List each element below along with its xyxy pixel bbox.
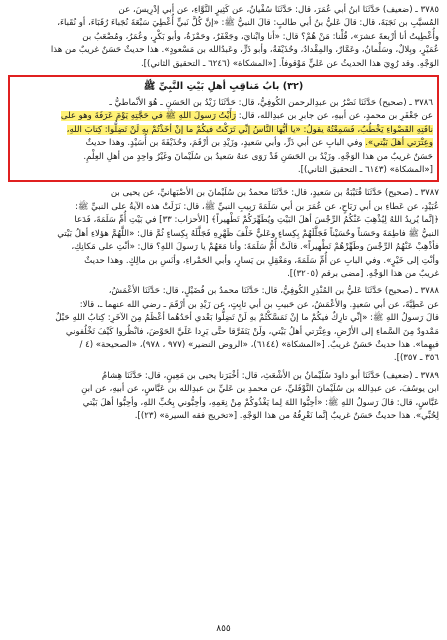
text-line: [«المشكاة» (٦١٤٣ ـ التحقيق الثاني)]. <box>297 165 433 176</box>
hadith-3785 <box>8 4 439 71</box>
text-line: ﴿إنَّما يُريدُ اللهُ لِيُذْهِبَ عَنْكُمُ الرِّجْسَ أهلَ البَيْتِ ويُطَهِّرَكُمْ تَطْهيراً﴾ [الأحزاب: ٣٣] في بَيْتِ أُمِّ سَلَمَةَ، فَدَعا <box>74 215 439 226</box>
text-line: عُمَيْرٍ، وبِلالٌ، وسَلْمانُ، وعَمَّارٌ، والمِقْدادُ، وحُذَيْفَةُ، وأبو ذَرٍّ، وعَبدُالله بن مَسْعودٍ». هذا حديثٌ حَسَنٌ غريبٌ من هذا <box>50 45 439 56</box>
hadith-3789 <box>8 370 439 424</box>
text-line: قالَ رَسولُ اللهِ ﷺ: «إنِّي تارِكٌ فيكُمْ ما إنْ تَمَسَّكْتُمْ بهِ لَنْ تَضِلُّوا بَعْدي أحَدُهُما أعْظَمُ مِنَ الآخَرِ: كِتابُ اللهِ حَبْلٌ <box>55 313 439 324</box>
text-span: وفي البابِ عن أبي ذَرٍّ، وأبي سَعيدٍ، وزَيْدِ بن أرْقَمَ، وحُذَيْفَةَ بن أُسَيْدٍ. وهذا حديثٌ <box>85 138 363 149</box>
page-number: ٨٥٥ <box>216 624 231 634</box>
text-line: الوَجْهِ. وقد رُوِيَ هذا الحديثُ عن عَليٍّ مَوْقوفاً. [«المشكاة» (٦٢٤٦ ـ التحقيق الثاني)]. <box>140 58 439 69</box>
text-line: ٣٥٦ ـ ٣٥٧)]. <box>393 353 439 364</box>
hadith-3786 <box>14 97 433 177</box>
text-span: عن جَعْفَرِ بن محمدٍ، عن أبيهِ، عن جابرِ بن عبدِالله، قال: <box>238 111 433 122</box>
highlighted-text: رَأَيْتُ رَسولَ اللهِ ﷺ في حَجَّتِهِ يَوْمَ عَرَفَةَ وهو على <box>60 111 236 122</box>
text-line: النبيُّ ﷺ فاطِمَةَ وحَسَناً وحُسَيْناً فَجَلَّلَهُمْ بِكِساءٍ وعَليٌّ خَلْفَ ظَهْرِهِ فَجَلَّلَهُ بِكِساءٍ ثُمَّ قال: «اللَّهُمَّ هؤلاءِ أهلُ بَيْتي <box>57 228 439 239</box>
text-line: فيهِما». هذا حديثٌ حَسَنٌ غريبٌ. [«المشكاة» (٦١٤٤)، «الروض النضير» (٩٧٧ ، ٩٧٨)، «الصحيحة» (٤ / <box>79 339 439 350</box>
text-line: ٣٧٨٥ ـ (ضعيف) حَدَّثَنَا ابنُ أبي عُمَرَ، قال: حَدَّثَنَا سُفْيانُ، عن كَثِيرٍ النَّوَّاءِ، عن أبي إدْرِيسَ، عن <box>118 5 439 15</box>
text-line <box>14 137 433 150</box>
text-line: ابن يوسُفَ، عن عبدِالله بن سُلَيْمانَ النَّوْفَليِّ، عن محمدِ بن عَليِّ بن عبدِالله بن عَبَّاسٍ، عن أبيهِ، عن ابنِ <box>81 384 439 395</box>
text-line: فأذْهِبْ عَنْهُمُ الرِّجْسَ وطَهِّرْهُمْ تَطْهيراً». قالَتْ أُمُّ سَلَمَةَ: وأنا مَعَهُمْ يا رَسولَ اللهِ؟ قال: «أنْتِ على مَكانِكِ، <box>71 242 439 253</box>
text-line: عُبَيْدٍ، عن عَطاءِ بن أبي رَبَاحٍ، عن عُمَرَ بن أبي سَلَمَةَ رَبِيبِ النبيِّ ﷺ، قال: نَزَلَتْ هذه الآيةُ على النبيِّ ﷺ: <box>75 201 439 212</box>
text-line: عن عَطِيَّةَ، عن أبي سَعيدٍ. والأعْمَشُ، عن حَبيبِ بن أبي ثابِتٍ، عن زَيْدِ بن أرْقَمَ ـ رضي الله عنهما ـ، قالا: <box>79 299 439 310</box>
text-line <box>14 124 433 137</box>
text-line: وأنْتِ إلى خَيْرٍ». وفي البابِ عن أُمِّ سَلَمَةَ، ومَعْقِلِ بن يَسارٍ، وأبي الحَمْراءِ، وأنَسِ بن مالِكٍ. وهذا حديثٌ <box>84 255 439 266</box>
text-line: عَبَّاسٍ، قال: قالَ رَسولُ اللهِ ﷺ: «أحِبُّوا اللهَ لِما يَغْذُوكُمْ مِنْ نِعَمِهِ، وأحِبُّوني بِحُبِّ اللهِ، وأحِبُّوا أهلَ بَيْتي <box>82 397 439 408</box>
highlighted-text: ناقَتِهِ القَصْواءِ يَخْطُبُ، فَسَمِعْتُهُ يقولُ: «يا أيُّها النَّاسُ إنِّي تَرَكْتُ فيكُمْ ما إنْ أخَذْتُمْ بهِ لَنْ تَضِلُّوا: كِتابَ اللهِ، <box>66 124 433 135</box>
text-line: غريبٌ من هذا الوَجْهِ. [مضى برقم (٣٢٠٥)]. <box>287 268 439 279</box>
chapter-heading: (٣٢) بابُ مَناقِبِ أهلِ بَيْتِ النَّبِيِّ ﷺ <box>143 81 304 93</box>
hadith-3788 <box>8 285 439 365</box>
book-page <box>8 4 439 634</box>
text-line: مَمْدودٌ مِنَ السَّماءِ إلى الأرْضِ، وعِتْرَتي أهلُ بَيْتي، ولَنْ يَتَفَرَّقا حتَّى يَرِدا عَلَيَّ الحَوْضَ، فانْظُروا كَيْفَ تَخْلُفوني <box>65 326 439 337</box>
text-line: وأُعْطِيتُ أنا أرْبعةَ عشرَ»، قُلْنا: مَنْ هُمْ؟ قال: «أنا وابْنايَ، وجَعْفَرٌ، وحَمْزَةُ، وأبو بَكْرٍ، وعُمَرُ، ومُصْعَبُ بن <box>82 31 439 42</box>
hadith-3787 <box>8 187 439 281</box>
text-line: ٣٧٨٩ ـ (ضعيف) حَدَّثَنَا أبو داودَ سُلَيْمانُ بن الأشْعَثِ، قال: أخْبَرَنا يحيى بن مَعِينٍ، قال: حَدَّثَنَا هِشامُ <box>101 370 439 381</box>
highlighted-box <box>8 75 439 182</box>
text-line: لِحُبِّي». هذا حديثٌ حَسَنٌ غريبٌ إنَّما نَعْرِفُهُ من هذا الوَجْهِ. [«تخريج فقه السيرة» (٢٣)]. <box>134 410 439 421</box>
highlighted-text: وعِتْرَتي أهلَ بَيْتي». <box>365 138 433 149</box>
text-line <box>14 110 433 123</box>
text-line: المُسيَّبِ بن نَجَبَةَ، قال: قالَ عَليُّ بنُ أبي طالبٍ: قالَ النبيُّ ﷺ: «إنَّ كُلَّ نَبيٍّ أُعْطِيَ سَبْعَةَ نُجَباءَ رُقَبَاءَ، أو نُقَباءَ، <box>57 18 439 29</box>
text-line: ٣٧٨٨ ـ (صحيح) حَدَّثَنَا عَليُّ بن المُنْذِرِ الكُوفِيُّ، قال: حَدَّثَنَا محمدُ بن فُضَيْلٍ، قال: حَدَّثَنَا الأعْمَشُ، <box>108 286 439 297</box>
text-line: ٣٧٨٧ ـ (صحيح) حَدَّثَنَا قُتَيْبَةُ بن سَعيدٍ، قال: حَدَّثَنَا محمدُ بن سُلَيْمانَ بن الأصْبَهانيِّ، عن يحيى بن <box>110 188 439 199</box>
text-line: ٣٧٨٦ ـ (صحيح) حَدَّثَنَا نَصْرُ بن عبدِالرحمن الكُوفِيُّ، قال: حَدَّثَنَا زَيْدُ بن الحَسَنِ ـ هُوَ الأنْماطيُّ ـ <box>109 98 433 109</box>
text-line: حَسَنٌ غريبٌ من هذا الوَجْهِ. وزَيْدُ بن الحَسَنِ قَدْ رَوَى عنهُ سَعيدُ بن سُلَيْمانَ وغَيْرُ واحِدٍ من أهلِ العِلْمِ. <box>83 151 433 162</box>
